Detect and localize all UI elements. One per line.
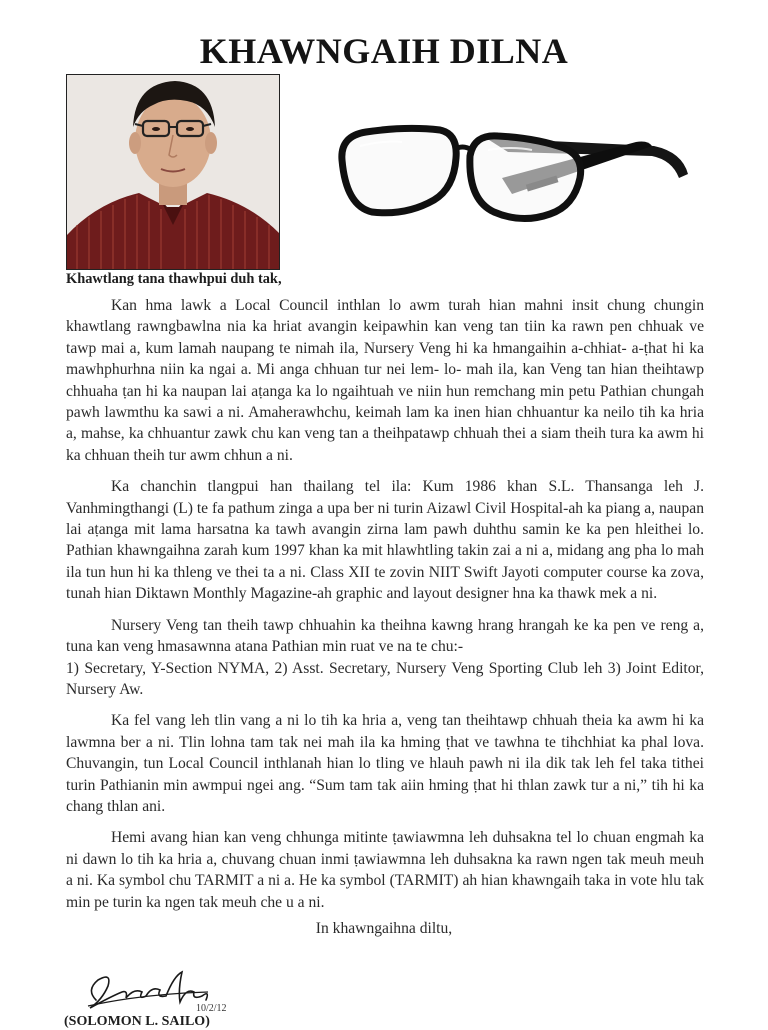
salutation: Khawtlang tana thawhpui duh tak, [66,271,282,287]
paragraph: Ka fel vang leh tlin vang a ni lo tih ka hria a, veng tan theihtawp chhuah theia ka awm hi ka lawmna ber a ni. Tlin lohna tam tak nei mah ila ka hming ṭhat ve tawhna te tihchhiat ka phal lova. Chuvangin, tun Local Council inthlanah hian lo tling ve hlauh pawh ni ila dik tak leh fel taka tithei turin Pathianin min awmpui ngei ang. “Sum tam tak aiin hming ṭhat hi thlan zawk tur a ni,” tih hi ka chang thlan ani. [66,712,704,815]
eyeglasses-image [336,116,696,246]
candidate-portrait [66,74,280,270]
letter-body [66,295,704,923]
closing-line: In khawngaihna diltu, [315,920,453,937]
paragraph: Kan hma lawk a Local Council inthlan lo awm turah hian mahni insit chung chungin khawtlang rawngbawlna nia ka hriat avangin keipawhin kan veng tan tiin ka rawn pen chhuak ve tawp mai a, kum lamah naupang te nimah ila, Nursery Veng hi ka hmangaihin a-chhiat- a-ṭhat hi ka mawhphurhna niin ka ngai a. Mi anga chhuan tur nei lem- lo- mah ila, kan Veng tan hian theihtawp chhuaha ṭan hi ka naupan lai aṭanga ka lo ngaihtuah ve niin hun remchang min petu Pathian chungah pawh lawmthu ka sawi a ni. Amaherawhchu, keimah lam ka inen hian chhuantur ka neilo tih ka hria a, mahse, ka chhuantur zawk chu kan veng tan a theihpatawp chhuah thei a siam theih tura ka awm hi ka chhuan theih tur awm chhun a ni. [66,297,704,464]
signature-date: 10/2/12 [196,1003,227,1014]
page-title: KHAWNGAIH DILNA [199,31,569,71]
eyeglasses-icon [336,116,696,246]
paragraph: Ka chanchin tlangpui han thailang tel ila: Kum 1986 khan S.L. Thansanga leh J. Vanhmingthangi (L) te fa pathum zinga a upa ber ni turin Aizawl Civil Hospital-ah ka piang a, naupan lai aṭanga mit lama harsatna ka tawh avangin zirna lam pawh duhthu samin ke ka pen hleithei lo. Pathian khawngaihna zarah kum 1997 khan ka mit hlawhtling takin zai a ni a, midang ang pha lo mah ila tun hun hi ka thleng ve thei ta a ni. Class XII te zovin NIIT Swift Jayoti computer course ka zova, tunah hian Diktawn Monthly Magazine-ah graphic and layout designer hna ka thawk mek a ni. [66,478,704,603]
signer-name: (SOLOMON L. SAILO) [64,1014,210,1029]
paragraph: Hemi avang hian kan veng chhunga mitinte ṭawiawmna leh duhsakna tel lo chuan engmah ka ni dawn lo tih ka hria a, chuvang chuan inmi ṭawiawmna leh duhsakna ka rawn ngen tak meuh meuh a ni. Ka symbol chu TARMIT a ni a. He ka symbol (TARMIT) ah hian khawngaih taka in vote hlu tak min pe turin ka ngen tak meuh che u a ni. [66,829,704,911]
portrait-image [67,75,279,269]
paragraph: Nursery Veng tan theih tawp chhuahin ka theihna kawng hrang hrangah ke ka pen ve reng a, tuna kan veng hmasawnna atana Pathian min ruat ve na te chu:- [66,616,704,656]
positions-list: 1) Secretary, Y-Section NYMA, 2) Asst. Secretary, Nursery Veng Sporting Club leh 3) Joint Editor, Nursery Aw. [66,659,704,698]
handwritten-signature [82,966,262,1014]
signature-image [82,966,262,1014]
